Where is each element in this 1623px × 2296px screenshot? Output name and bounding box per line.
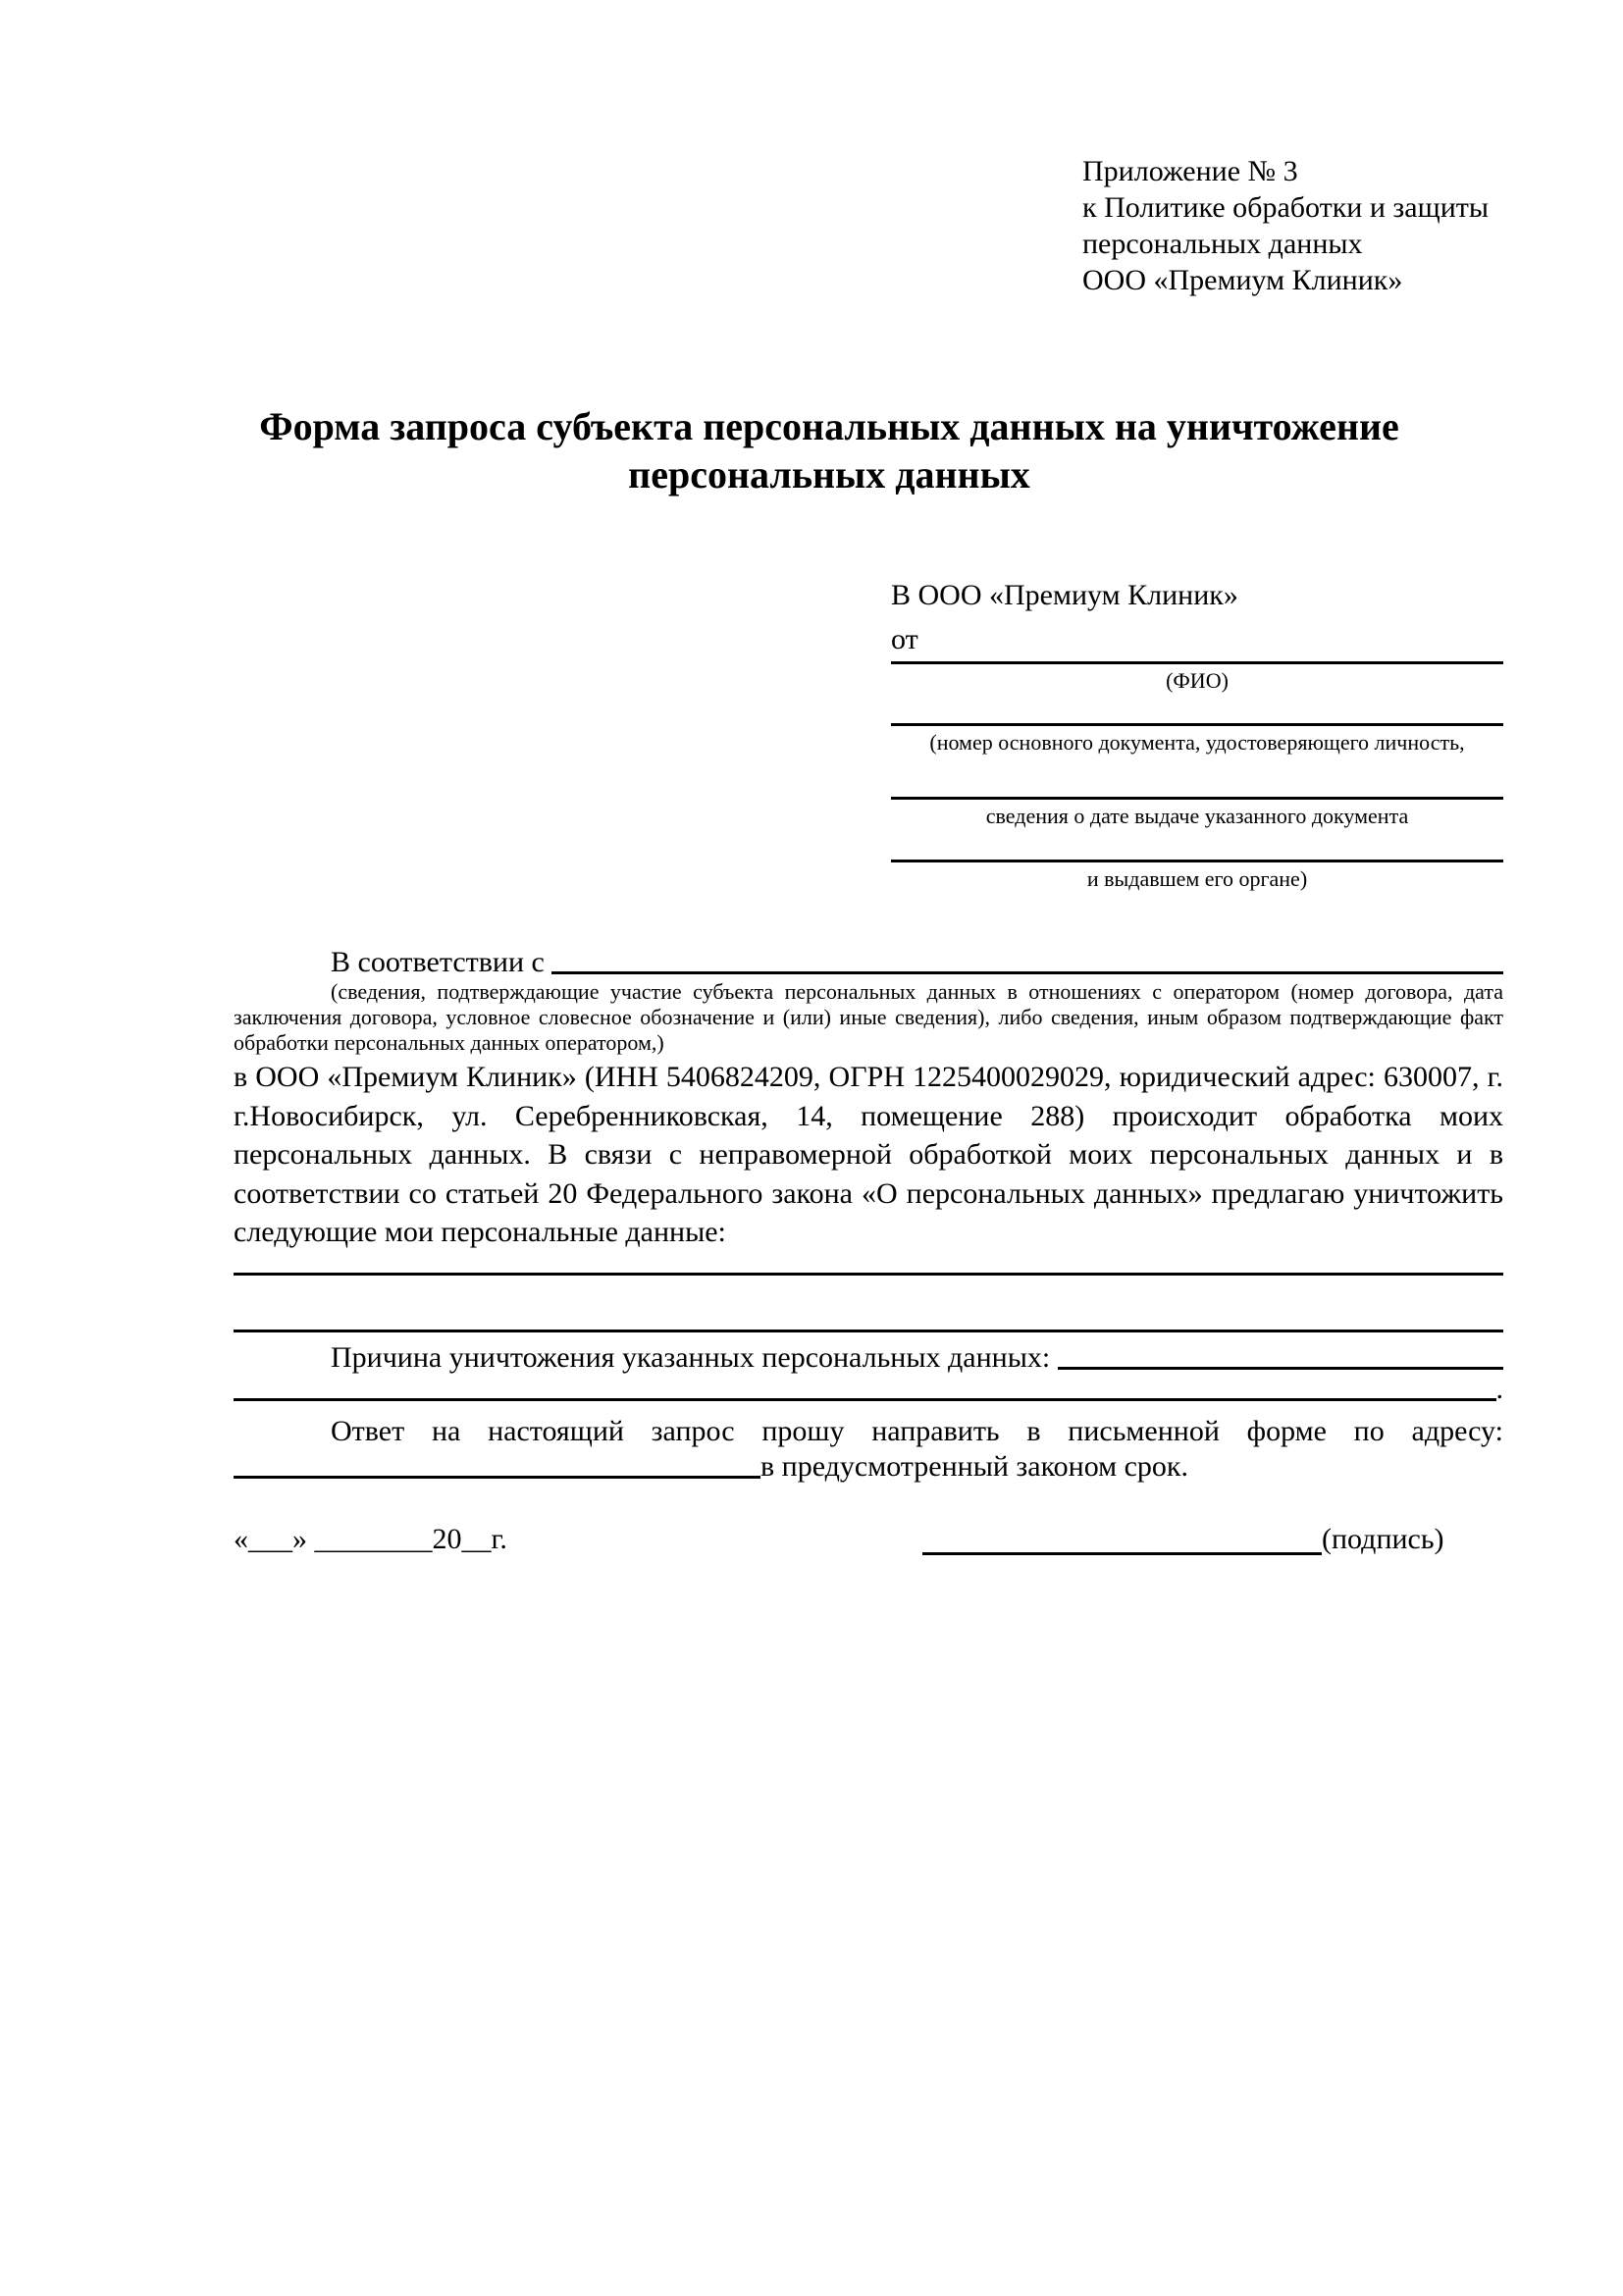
appendix-note-line3: персональных данных — [1082, 228, 1363, 260]
document-title — [234, 402, 1425, 498]
signature-fill-line — [922, 1552, 1322, 1555]
document-title-line2: персональных данных — [628, 452, 1030, 496]
addressee-block — [891, 573, 1238, 661]
issuing-authority-fill-line — [891, 860, 1503, 862]
accordance-fill-line — [551, 971, 1503, 974]
document-number-caption: (номер основного документа, удостоверяющего личность, — [929, 730, 1465, 755]
document-title-line1: Форма запроса субъекта персональных данных на уничтожение — [259, 404, 1399, 448]
issue-date-caption: сведения о дате выдаче указанного документа — [985, 804, 1409, 828]
accordance-row — [234, 940, 1503, 979]
accordance-note: (сведения, подтверждающие участие субъекта персональных данных в отношениях с оператором (номер договора, дата заключения договора, условное словесное обозначение и (или) иные сведения), либо сведения, иным образом подтверждающие факт обработки персональных данных оператором,) — [234, 979, 1503, 1055]
issuing-authority-caption: и выдавшем его органе) — [1086, 866, 1308, 891]
main-paragraph: в ООО «Премиум Клиник» (ИНН 5406824209, ОГРН 1225400029029, юридический адрес: 630007, г. г.Новосибирск, ул. Серебренниковская, 14, помещение 288) происходит обработка моих персональных данных. В связи с неправомерной обработкой моих персональных данных и в соответствии со статьей 20 Федерального закона «О персональных данных» предлагаю уничтожить следующие мои персональные данные: — [234, 1061, 1503, 1249]
appendix-note-line1: Приложение № 3 — [1082, 155, 1298, 187]
reason-fill-line-2 — [234, 1398, 1496, 1401]
addressee-to: В ООО «Премиум Клиник» — [891, 579, 1238, 611]
appendix-note — [1082, 153, 1489, 298]
addressee-from: от — [891, 623, 918, 655]
date-line: «___» ________20__г. — [234, 1523, 507, 1555]
signature-caption: (подпись) — [1322, 1523, 1444, 1555]
personal-data-fill-line-1 — [234, 1273, 1503, 1276]
reason-label: Причина уничтожения указанных персональных данных: — [331, 1341, 1051, 1374]
appendix-note-line2: к Политике обработки и защиты — [1082, 191, 1490, 224]
issue-date-fill-line — [891, 797, 1503, 800]
reason-period: . — [1495, 1373, 1503, 1405]
fio-caption: (ФИО) — [1166, 668, 1229, 693]
fio-fill-line — [891, 661, 1503, 664]
document-number-fill-line — [891, 723, 1503, 726]
reason-continuation-row — [234, 1369, 1503, 1406]
answer-sentence: Ответ на настоящий запрос прошу направить в письменной форме по адресу: — [331, 1415, 1503, 1447]
personal-data-fill-line-2 — [234, 1330, 1503, 1332]
answer-tail: в предусмотренный законом срок. — [760, 1450, 1188, 1483]
address-fill-line — [234, 1476, 760, 1479]
accordance-label: В соответствии с — [331, 946, 545, 978]
appendix-note-line4: ООО «Премиум Клиник» — [1082, 264, 1403, 296]
answer-address-row — [234, 1446, 1503, 1484]
